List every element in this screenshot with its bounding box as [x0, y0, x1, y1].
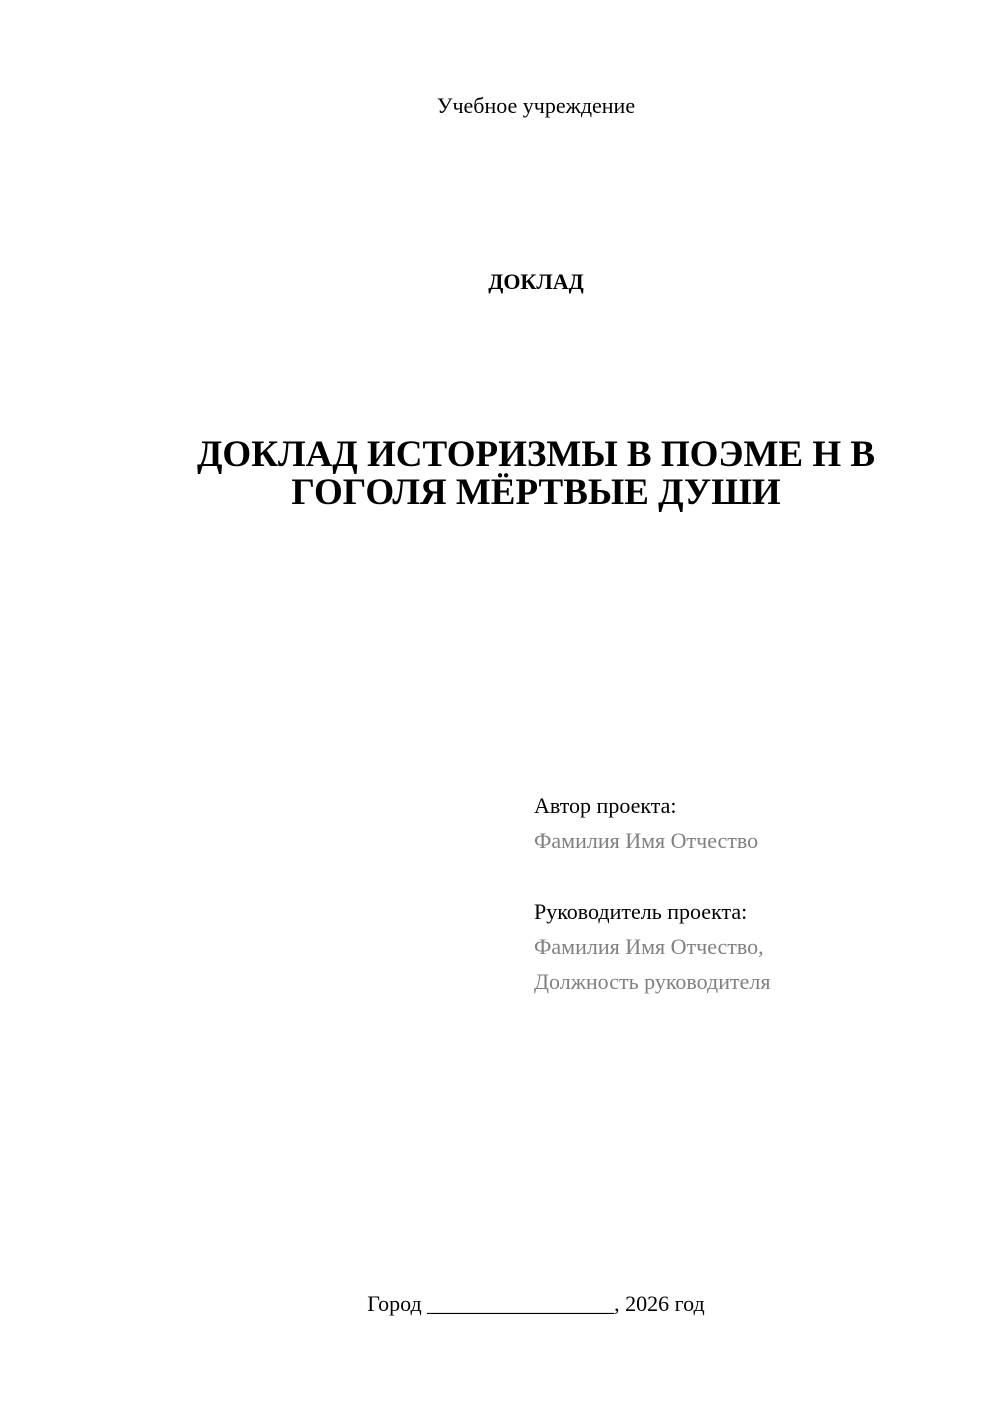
city-year-line: Город _________________, 2026 год: [367, 1291, 705, 1316]
document-type: ДОКЛАД: [488, 269, 584, 294]
author-label: Автор проекта:: [534, 793, 677, 818]
document-title: ДОКЛАД ИСТОРИЗМЫ В ПОЭМЕ Н В ГОГОЛЯ МЁРТВЫЕ ДУШИ: [196, 434, 876, 513]
institution-name: Учебное учреждение: [436, 93, 636, 118]
author-name: Фамилия Имя Отчество: [534, 828, 759, 853]
credits-block: [534, 788, 974, 999]
credits-spacer: [534, 858, 974, 894]
supervisor-label: Руководитель проекта:: [534, 899, 748, 924]
supervisor-name: Фамилия Имя Отчество,: [534, 934, 764, 959]
supervisor-position: Должность руководителя: [534, 969, 771, 994]
